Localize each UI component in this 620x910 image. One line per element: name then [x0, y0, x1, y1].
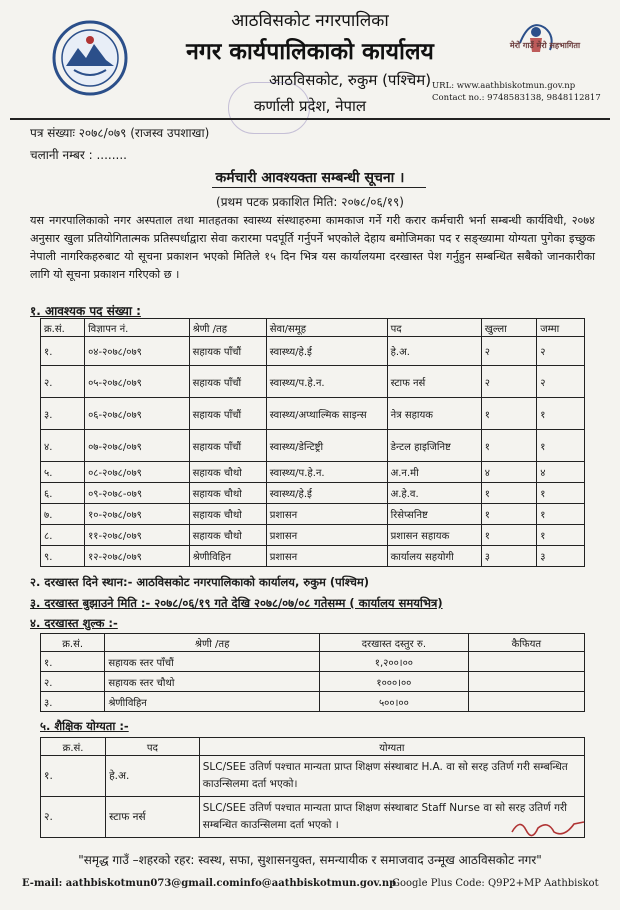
- table-row: [41, 462, 585, 483]
- cell: अ.न.मी: [387, 462, 481, 483]
- table-row: [41, 546, 585, 567]
- col-remarks: कैफियत: [468, 634, 584, 652]
- cell: १.: [41, 652, 105, 672]
- cell: १: [481, 483, 536, 504]
- table-header-row: [41, 319, 585, 337]
- notice-subtitle: (प्रथम पटक प्रकाशित मिति: २०७८/०६/१९): [216, 195, 404, 209]
- cell: प्रशासन: [266, 525, 387, 546]
- cell: [468, 672, 584, 692]
- cell: २: [537, 366, 585, 398]
- col-total: जम्मा: [537, 319, 585, 337]
- col-sn: क्र.सं.: [41, 319, 85, 337]
- table-row: [41, 692, 585, 712]
- cell: हे.अ.: [106, 756, 200, 797]
- table-row: [41, 398, 585, 430]
- cell: ७.: [41, 504, 85, 525]
- cell: ०५-२०७८/०७९: [85, 366, 190, 398]
- table-header-row: [41, 634, 585, 652]
- header-office: नगर कार्यपालिकाको कार्यालय: [186, 39, 434, 65]
- table-header-row: [41, 738, 585, 756]
- cell: सहायक पाँचौं: [189, 337, 266, 366]
- cell: सहायक स्तर पाँचौं: [105, 652, 320, 672]
- fee-table: [40, 633, 585, 712]
- table-row: [41, 756, 585, 797]
- cell: स्वास्थ्य/हे.ई: [266, 483, 387, 504]
- cell: स्टाफ नर्स: [387, 366, 481, 398]
- cell: SLC/SEE उतिर्ण पश्चात मान्यता प्राप्त शिक्षण संस्थाबाट Staff Nurse वा सो सरह उतिर्ण गरी सम्बन्धित काउन्सिलमा दर्ता भएको ।: [199, 797, 584, 838]
- table-row: [41, 337, 585, 366]
- cell: स्वास्थ्य/डेन्टिष्ट्री: [266, 430, 387, 462]
- col-level: श्रेणी /तह: [105, 634, 320, 652]
- cell: ८.: [41, 525, 85, 546]
- cell: सहायक पाँचौं: [189, 398, 266, 430]
- table-row: [41, 483, 585, 504]
- cell: स्वास्थ्य/अप्थाल्मिक साइन्स: [266, 398, 387, 430]
- header-province: कर्णाली प्रदेश, नेपाल: [253, 97, 367, 115]
- cell: स्वास्थ्य/प.हे.न.: [266, 366, 387, 398]
- cell: सहायक चौथो: [189, 462, 266, 483]
- qualification-table: [40, 737, 585, 838]
- footer-plus-code: Google Plus Code: Q9P2+MP Aathbiskot: [392, 878, 599, 889]
- table-row: [41, 797, 585, 838]
- cell: १२-२०७८/०७९: [85, 546, 190, 567]
- cell: ३.: [41, 398, 85, 430]
- cell: ३: [481, 546, 536, 567]
- cell: २.: [41, 672, 105, 692]
- cell: स्वास्थ्य/हे.ई: [266, 337, 387, 366]
- cell: सहायक चौथो: [189, 504, 266, 525]
- cell: कार्यालय सहयोगी: [387, 546, 481, 567]
- footer-email: E-mail: aathbiskotmun073@gmail.cominfo@aathbiskotmun.gov.np: [22, 878, 397, 889]
- cell: श्रेणीविहिन: [105, 692, 320, 712]
- notice-title: कर्मचारी आवश्यक्ता सम्बन्धी सूचना ।: [215, 170, 405, 186]
- cell: सहायक स्तर चौथो: [105, 672, 320, 692]
- header-divider: [10, 118, 610, 120]
- letter-number: पत्र संख्याः २०७८/०७९ (राजस्व उपशाखा): [30, 126, 210, 140]
- table-row: [41, 430, 585, 462]
- cell: १: [537, 398, 585, 430]
- cell: ५.: [41, 462, 85, 483]
- cell: प्रशासन सहायक: [387, 525, 481, 546]
- cell: ५००।००: [319, 692, 468, 712]
- cell: [468, 652, 584, 672]
- title-underline: [212, 187, 426, 188]
- cell: ३: [537, 546, 585, 567]
- cell: २: [481, 366, 536, 398]
- cell: २: [537, 337, 585, 366]
- cell: २: [481, 337, 536, 366]
- cell: प्रशासन: [266, 504, 387, 525]
- table-row: [41, 504, 585, 525]
- cell: सहायक चौथो: [189, 483, 266, 504]
- cell: सहायक पाँचौं: [189, 366, 266, 398]
- cell: श्रेणीविहिन: [189, 546, 266, 567]
- cell: हे.अ.: [387, 337, 481, 366]
- section3-dates: ३. दरखास्त बुझाउने मिति :- २०७८/०६/१९ गते देखि २०७८/०७/०८ गतेसम्म ( कार्यालय समयभित्र): [30, 596, 443, 610]
- cell: ०६-२०७८/०७९: [85, 398, 190, 430]
- url-text: URL: www.aathbiskotmun.gov.np: [432, 81, 576, 91]
- cell: ४: [537, 462, 585, 483]
- cell: १,२००।००: [319, 652, 468, 672]
- cell: ६.: [41, 483, 85, 504]
- cell: १: [537, 504, 585, 525]
- positions-table: [40, 318, 585, 567]
- cell: १०-२०७८/०७९: [85, 504, 190, 525]
- col-open: खुल्ला: [481, 319, 536, 337]
- cell: १: [481, 398, 536, 430]
- cell: १: [481, 430, 536, 462]
- table-row: [41, 525, 585, 546]
- cell: सहायक चौथो: [189, 525, 266, 546]
- col-post: पद: [106, 738, 200, 756]
- header-location: आठविसकोट, रुकुम (पश्चिम): [268, 71, 432, 89]
- cell: प्रशासन: [266, 546, 387, 567]
- cell: ११-२०७८/०७९: [85, 525, 190, 546]
- section1-heading: १. आवश्यक पद संख्या :: [30, 304, 141, 318]
- cell: १: [481, 525, 536, 546]
- cell: २.: [41, 366, 85, 398]
- cell: १: [537, 525, 585, 546]
- col-sn: क्र.सं.: [41, 634, 105, 652]
- cell: ०७-२०७८/०७९: [85, 430, 190, 462]
- col-ad-no: विज्ञापन नं.: [85, 319, 190, 337]
- col-service: सेवा/समूह: [266, 319, 387, 337]
- cell: [468, 692, 584, 712]
- cell: रिसेप्सनिष्ट: [387, 504, 481, 525]
- footer-slogan: "समृद्ध गाउँ –शहरको रहर: स्वस्थ, सफा, सुशासनयुक्त, समन्यायीक र समाजवाद उन्मूख आठविसकोट नगर": [78, 853, 542, 867]
- header-municipality: आठविसकोट नगरपालिका: [231, 11, 389, 31]
- cell: १: [481, 504, 536, 525]
- cell: २.: [41, 797, 106, 838]
- cell: ३.: [41, 692, 105, 712]
- cell: स्टाफ नर्स: [106, 797, 200, 838]
- cell: अ.हे.व.: [387, 483, 481, 504]
- col-post: पद: [387, 319, 481, 337]
- cell: १०००।००: [319, 672, 468, 692]
- table-row: [41, 652, 585, 672]
- cell: ०९-२०७८-०७९: [85, 483, 190, 504]
- col-sn: क्र.सं.: [41, 738, 106, 756]
- cell: १: [537, 483, 585, 504]
- cell: ०८-२०७८/०७९: [85, 462, 190, 483]
- section5-heading: ५. शैक्षिक योग्यता :-: [40, 719, 129, 733]
- table-row: [41, 672, 585, 692]
- cell: स्वास्थ्य/प.हे.न.: [266, 462, 387, 483]
- brand-tagline: मेरो गाउँ मेरो सहभागिता: [509, 41, 581, 50]
- cell: डेन्टल हाइजिनिष्ट: [387, 430, 481, 462]
- contact-block: [432, 80, 601, 104]
- cell: सहायक पाँचौं: [189, 430, 266, 462]
- cell: नेत्र सहायक: [387, 398, 481, 430]
- section4-heading: ४. दरखास्त शुल्क :-: [30, 616, 118, 630]
- cell: ४: [481, 462, 536, 483]
- col-qualification: योग्यता: [199, 738, 584, 756]
- signature-icon: [508, 814, 588, 840]
- cell: ०४-२०७८/०७९: [85, 337, 190, 366]
- contact-number: Contact no.: 9748583138, 9848112817: [432, 93, 601, 103]
- cell: ९.: [41, 546, 85, 567]
- section2-location: २. दरखास्त दिने स्थान:- आठविसकोट नगरपालिकाको कार्यालय, रुकुम (पश्चिम): [30, 575, 370, 589]
- office-stamp: [228, 82, 310, 134]
- cell: ४.: [41, 430, 85, 462]
- cell: १.: [41, 337, 85, 366]
- col-fee: दरखास्त दस्तुर रु.: [319, 634, 468, 652]
- table-row: [41, 366, 585, 398]
- notice-body: यस नगरपालिकाको नगर अस्पताल तथा मातहतका स्वास्थ्य संस्थाहरुमा कामकाज गर्ने गरी करार कर्मचारी भर्ना सम्बन्धी कार्यविधी, २०७४ अनुसार खुला प्रतियोगितात्मक प्रतिस्पर्धाद्वारा सेवा करारमा पदपूर्ति गर्नुपर्ने भएकोले देहाय बमोजिमका पद र सङ्ख्यामा योग्यता पुगेका इच्छुक नेपाली नागरिकहरुबाट यो सूचना प्रकाशन भएको मितिले १५ दिन भित्र यस कार्यालयमा दरखास्त पेश गर्नुहुन सम्बन्धित सबैको जानकारीका लागि यो सूचना प्रकाशन गरिएको छ ।: [30, 214, 595, 281]
- cell: SLC/SEE उतिर्ण पश्चात मान्यता प्राप्त शिक्षण संस्थाबाट H.A. वा सो सरह उतिर्ण गरी सम्बन्धित काउन्सिलमा दर्ता भएको।: [199, 756, 584, 797]
- cell: १: [537, 430, 585, 462]
- cell: १.: [41, 756, 106, 797]
- col-level: श्रेणी /तह: [189, 319, 266, 337]
- dispatch-number: चलानी नम्बर : ........: [30, 148, 127, 162]
